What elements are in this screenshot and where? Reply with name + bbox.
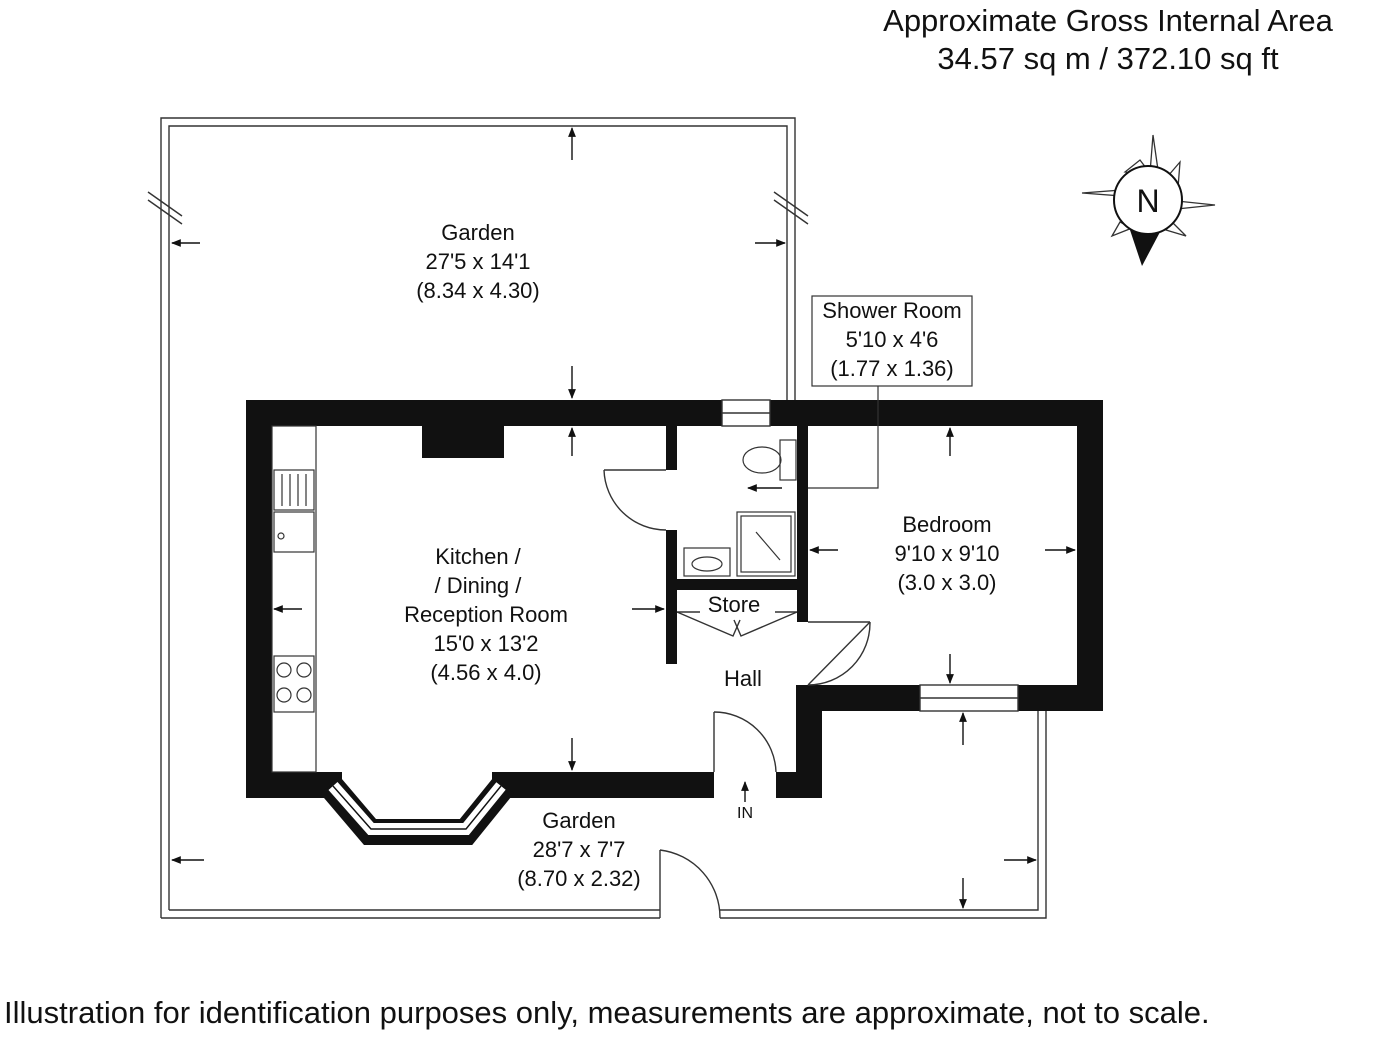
garden-top-name: Garden [441, 220, 515, 245]
bedroom-imperial: 9'10 x 9'10 [894, 541, 1000, 566]
entrance-label: IN [737, 805, 753, 822]
disclaimer: Illustration for identification purposes only, measurements are approximate, not to scale. [4, 995, 1210, 1030]
shower-room-leader [808, 296, 972, 488]
garden-bottom-imperial: 28'7 x 7'7 [532, 837, 626, 862]
area-value: 34.57 sq m / 372.10 sq ft [937, 41, 1279, 76]
shower-room-name: Shower Room [822, 298, 962, 323]
bay-window [330, 785, 504, 832]
kitchen-metric: (4.56 x 4.0) [430, 660, 542, 685]
bathroom-fixtures [684, 440, 796, 576]
kitchen-name-3: Reception Room [404, 602, 568, 627]
kitchen-name-1: Kitchen / [435, 544, 521, 569]
garden-top-imperial: 27'5 x 14'1 [425, 249, 531, 274]
shower-room-metric: (1.77 x 1.36) [830, 356, 954, 381]
compass-letter: N [1136, 183, 1160, 219]
kitchen-units [272, 426, 316, 772]
hall-name: Hall [724, 666, 762, 691]
area-title: Approximate Gross Internal Area [883, 3, 1333, 38]
store-name: Store [707, 592, 761, 617]
garden-bottom-name: Garden [542, 808, 616, 833]
garden-bottom-metric: (8.70 x 2.32) [517, 866, 641, 891]
garden-top-metric: (8.34 x 4.30) [416, 278, 540, 303]
bedroom-metric: (3.0 x 3.0) [897, 570, 997, 595]
kitchen-imperial: 15'0 x 13'2 [433, 631, 539, 656]
shower-room-imperial: 5'10 x 4'6 [845, 327, 939, 352]
bedroom-name: Bedroom [902, 512, 992, 537]
garden-gate [660, 850, 720, 918]
compass-icon [1082, 135, 1215, 266]
kitchen-name-2: / Dining / [434, 573, 522, 598]
